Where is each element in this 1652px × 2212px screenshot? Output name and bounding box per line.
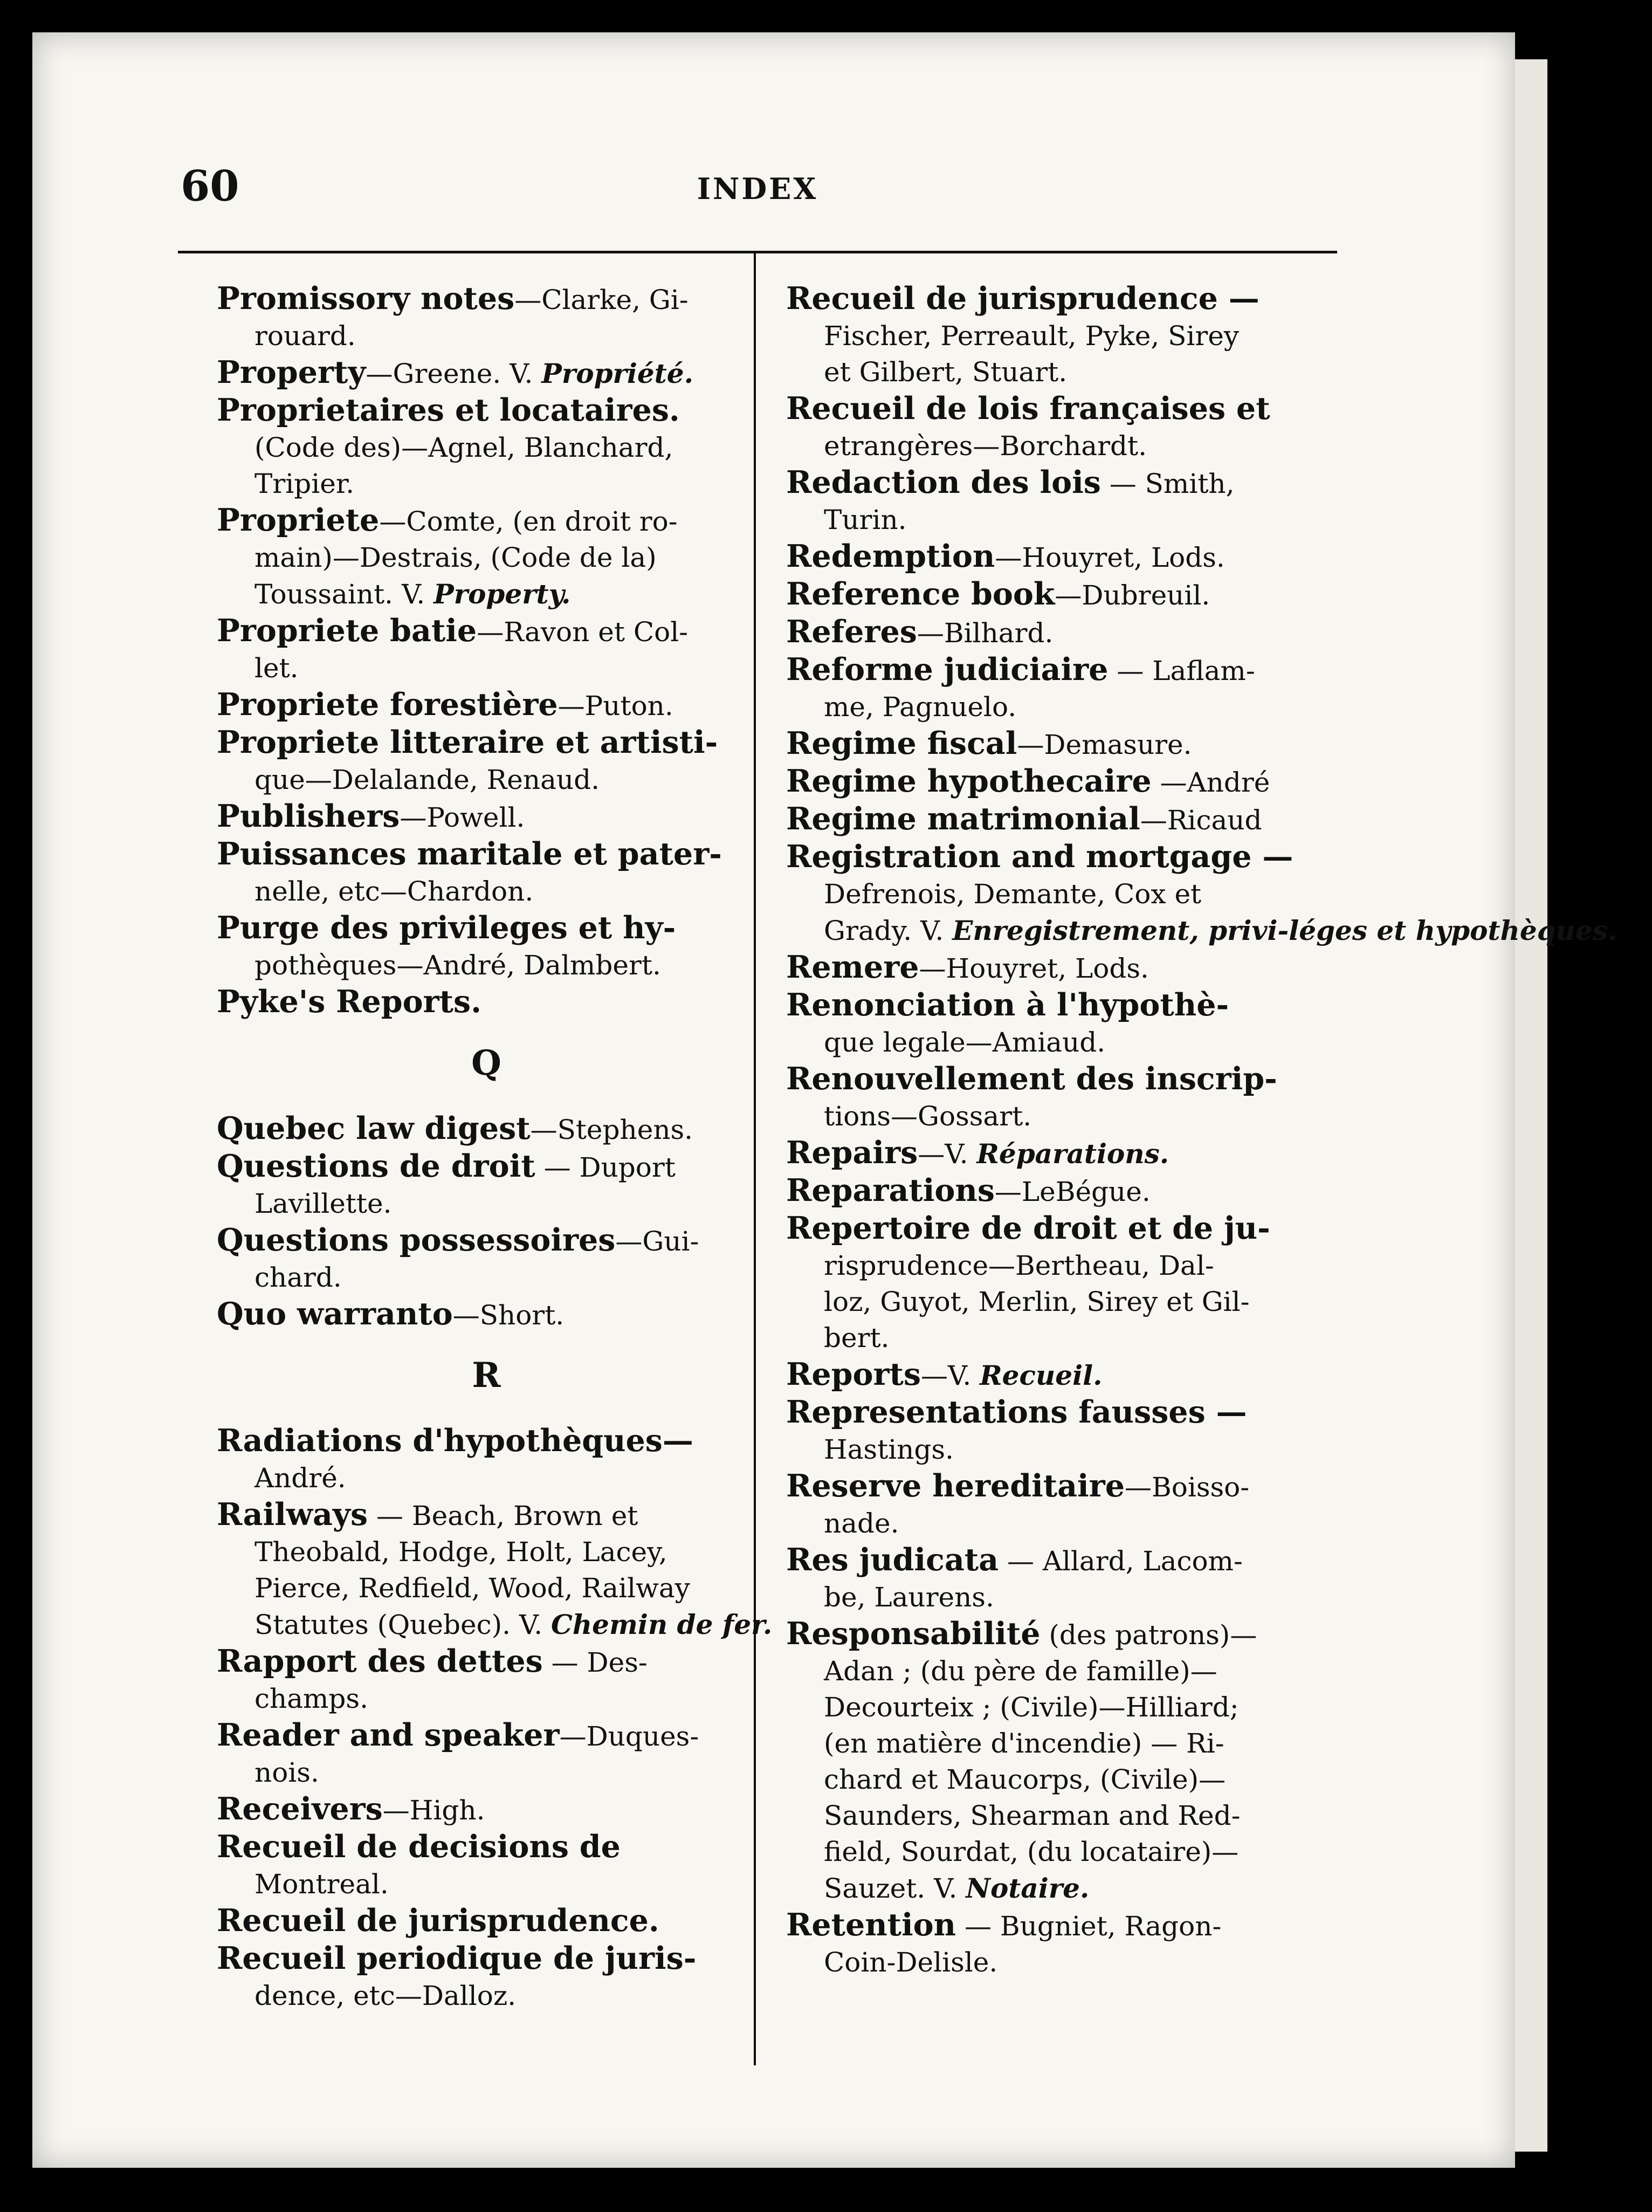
entry-term: Propriete forestière: [217, 686, 558, 723]
index-entry: [217, 1110, 756, 1148]
index-column-left: [217, 280, 773, 2014]
entry-first-line: [786, 538, 1347, 576]
index-entry: [786, 763, 1347, 801]
index-entry: [217, 910, 756, 984]
entry-first-line: [786, 651, 1347, 689]
entry-first-line: [217, 354, 756, 392]
entry-references: —Stephens.: [530, 1114, 693, 1145]
entry-first-line: [786, 801, 1347, 839]
entry-term: Recueil de jurisprudence.: [217, 1902, 659, 1939]
entry-first-line: [786, 839, 1347, 876]
entry-term: Rapport des dettes: [217, 1643, 543, 1679]
index-entry: [217, 1643, 756, 1717]
header-rule: [178, 251, 1337, 253]
entry-continuation: que—Delalande, Renaud.: [254, 764, 600, 795]
entry-references: — Des-: [542, 1647, 648, 1678]
index-entry: [786, 651, 1347, 725]
entry-continuation: rouard.: [254, 320, 356, 352]
entry-first-line: [786, 280, 1347, 318]
entry-references: —Powell.: [400, 802, 525, 833]
entry-first-line: [217, 1148, 756, 1186]
entry-first-line: [217, 1110, 756, 1148]
page-edge: [1515, 59, 1547, 2152]
entry-first-line: [217, 613, 756, 650]
entry-term: Railways: [217, 1496, 368, 1533]
entry-first-line: [786, 614, 1347, 651]
entry-term: Recueil periodique de juris-: [217, 1940, 697, 1976]
entry-term: Quebec law digest: [217, 1110, 531, 1146]
entry-term: Remere: [786, 949, 919, 985]
entry-references: —Houyret, Lods.: [919, 953, 1149, 984]
index-entry: [217, 984, 756, 1021]
entry-references: — Bugniet, Ragon-: [956, 1911, 1222, 1942]
entry-continuation: Adan ; (du père de famille)—: [824, 1655, 1217, 1687]
entry-references: —Dubreuil.: [1055, 580, 1210, 611]
entry-term: Quo warranto: [217, 1296, 453, 1332]
entry-first-line: [217, 1643, 756, 1681]
entry-term: Publishers: [217, 798, 400, 834]
entry-references: —V.: [918, 1138, 977, 1170]
entry-first-line: [217, 1222, 756, 1260]
entry-term: Regime fiscal: [786, 725, 1017, 761]
entry-references: —André: [1151, 767, 1270, 798]
index-entry: [786, 801, 1347, 839]
entry-term: Representations fausses —: [786, 1394, 1247, 1430]
entry-term: Recueil de jurisprudence —: [786, 280, 1259, 317]
entry-first-line: [217, 798, 756, 836]
entry-references: —LeBégue.: [994, 1176, 1151, 1207]
entry-continuation: Montreal.: [254, 1868, 389, 1900]
entry-term: Pyke's Reports.: [217, 984, 481, 1020]
entry-first-line: [217, 502, 756, 540]
entry-references: —Houyret, Lods.: [995, 542, 1225, 573]
index-entry: [786, 1061, 1347, 1135]
entry-first-line: [217, 910, 756, 947]
entry-continuation: dence, etc—Dalloz.: [254, 1980, 517, 2011]
entry-continuation: champs.: [254, 1683, 368, 1714]
entry-continuation: Statutes (Quebec). V. Chemin de fer.: [254, 1609, 773, 1640]
entry-continuation: field, Sourdat, (du locataire)—: [824, 1836, 1239, 1867]
entry-first-line: [786, 763, 1347, 801]
entry-term: Renouvellement des inscrip-: [786, 1061, 1277, 1097]
entry-term: Renonciation à l'hypothè-: [786, 987, 1229, 1023]
index-entry: [786, 725, 1347, 763]
see-reference: Chemin de fer.: [551, 1609, 773, 1640]
entry-term: Propriete batie: [217, 613, 477, 649]
index-entry: [786, 1468, 1347, 1542]
entry-references: — Laflam-: [1108, 655, 1255, 686]
index-entry: [786, 839, 1617, 949]
entry-references: —Gui-: [615, 1226, 699, 1257]
entry-continuation: Coin-Delisle.: [824, 1947, 998, 1978]
entry-first-line: [786, 576, 1347, 614]
entry-references: — Duport: [535, 1152, 676, 1183]
section-letter: R: [472, 1355, 501, 1396]
entry-continuation: Saunders, Shearman and Red-: [824, 1800, 1241, 1831]
index-column-right: [786, 280, 1617, 1981]
entry-first-line: [786, 1616, 1347, 1653]
index-entry: [217, 392, 756, 502]
entry-term: Promissory notes: [217, 280, 515, 317]
index-entry: [217, 280, 756, 354]
entry-term: Retention: [786, 1907, 956, 1943]
see-reference: Enregistrement, privi-léges et hypothèques.: [952, 915, 1617, 946]
entry-continuation: nelle, etc—Chardon.: [254, 876, 534, 907]
entry-term: Recueil de lois françaises et: [786, 390, 1270, 427]
entry-first-line: [786, 987, 1347, 1025]
entry-references: —Ricaud: [1140, 805, 1262, 836]
index-entry: [786, 1356, 1347, 1394]
entry-first-line: [786, 464, 1347, 502]
entry-continuation: que legale—Amiaud.: [824, 1027, 1106, 1058]
index-entry: [217, 1940, 756, 2014]
entry-term: Proprietaires et locataires.: [217, 392, 680, 428]
entry-continuation: bert.: [824, 1322, 890, 1354]
entry-first-line: [217, 1296, 756, 1334]
entry-first-line: [786, 1468, 1347, 1506]
entry-references: —Duques-: [559, 1721, 699, 1752]
see-reference: Property.: [433, 578, 571, 610]
entry-term: Regime matrimonial: [786, 801, 1140, 837]
index-entry: [786, 390, 1347, 464]
entry-continuation: nade.: [824, 1508, 899, 1539]
entry-term: Puissances maritale et pater-: [217, 836, 722, 872]
index-entry: [786, 464, 1347, 538]
entry-continuation: Fischer, Perreault, Pyke, Sirey: [824, 320, 1240, 352]
index-entry: [217, 1717, 756, 1791]
entry-continuation: loz, Guyot, Merlin, Sirey et Gil-: [824, 1286, 1250, 1317]
entry-term: Res judicata: [786, 1542, 999, 1578]
entry-term: Reserve hereditaire: [786, 1468, 1125, 1504]
entry-references: —Greene. V.: [366, 358, 542, 389]
index-entry: [786, 987, 1347, 1061]
entry-term: Reports: [786, 1356, 921, 1392]
index-entry: [217, 354, 756, 392]
entry-term: Registration and mortgage —: [786, 839, 1293, 875]
entry-references: —Demasure.: [1017, 729, 1192, 760]
index-entry: [217, 613, 756, 686]
entry-references: —Ravon et Col-: [477, 616, 689, 648]
entry-references: (des patrons)—: [1040, 1619, 1257, 1651]
index-entry: [217, 798, 756, 836]
entry-continuation: Turin.: [824, 504, 907, 535]
index-entry: [786, 1907, 1347, 1981]
index-entry: [217, 836, 756, 910]
entry-continuation: Tripier.: [254, 468, 355, 499]
index-entry: [217, 1148, 756, 1222]
entry-first-line: [217, 1940, 756, 1978]
entry-first-line: [786, 949, 1347, 987]
index-entry: [217, 1222, 756, 1296]
entry-continuation: Toussaint. V. Property.: [254, 578, 571, 610]
index-entry: [217, 686, 756, 724]
entry-references: —Short.: [452, 1300, 565, 1331]
entry-continuation: etrangères—Borchardt.: [824, 430, 1147, 462]
entry-first-line: [786, 1210, 1347, 1248]
index-entry: [217, 1829, 756, 1902]
entry-first-line: [786, 1356, 1347, 1394]
entry-continuation: nois.: [254, 1757, 319, 1788]
entry-references: — Beach, Brown et: [368, 1500, 638, 1531]
entry-continuation: Defrenois, Demante, Cox et: [824, 878, 1202, 910]
entry-term: Recueil de decisions de: [217, 1829, 621, 1865]
entry-continuation: Hastings.: [824, 1434, 954, 1465]
index-entry: [217, 1791, 756, 1829]
entry-first-line: [786, 1135, 1347, 1172]
entry-references: —Bilhard.: [917, 617, 1054, 649]
index-entry: [217, 724, 756, 798]
entry-term: Redemption: [786, 538, 995, 574]
running-head: INDEX: [697, 171, 818, 206]
page-header: [181, 162, 1334, 221]
entry-term: Receivers: [217, 1791, 383, 1827]
entry-term: Responsabilité: [786, 1616, 1041, 1652]
entry-first-line: [786, 390, 1347, 428]
entry-continuation: main)—Destrais, (Code de la): [254, 542, 657, 573]
entry-first-line: [217, 1902, 756, 1940]
page-number: 60: [181, 162, 239, 211]
entry-term: Reference book: [786, 576, 1055, 612]
entry-continuation: Pierce, Redfield, Wood, Railway: [254, 1572, 690, 1604]
entry-continuation: Lavillette.: [254, 1188, 392, 1219]
entry-continuation: (Code des)—Agnel, Blanchard,: [254, 432, 673, 463]
entry-first-line: [217, 984, 756, 1021]
entry-continuation: chard.: [254, 1262, 342, 1293]
entry-first-line: [217, 1791, 756, 1829]
entry-term: Propriete: [217, 502, 380, 538]
index-entry: [786, 1135, 1347, 1172]
entry-continuation: Theobald, Hodge, Holt, Lacey,: [254, 1536, 667, 1568]
index-entry: [786, 576, 1347, 614]
entry-term: Reader and speaker: [217, 1717, 560, 1753]
index-entry: [217, 1496, 773, 1643]
entry-term: Questions de droit: [217, 1148, 535, 1184]
entry-continuation: pothèques—André, Dalmbert.: [254, 950, 661, 981]
entry-term: Referes: [786, 614, 917, 650]
entry-first-line: [786, 1907, 1347, 1945]
entry-continuation: risprudence—Bertheau, Dal-: [824, 1250, 1214, 1281]
entry-term: Regime hypothecaire: [786, 763, 1152, 799]
index-entry: [786, 1172, 1347, 1210]
entry-first-line: [217, 1423, 756, 1460]
entry-term: Radiations d'hypothèques—: [217, 1423, 693, 1459]
index-entry: [217, 1296, 756, 1334]
entry-first-line: [217, 280, 756, 318]
entry-first-line: [217, 1717, 756, 1755]
entry-term: Purge des privileges et hy-: [217, 910, 676, 946]
entry-first-line: [217, 1829, 756, 1866]
entry-references: — Allard, Lacom-: [999, 1545, 1243, 1577]
entry-references: —Boisso-: [1124, 1472, 1250, 1503]
entry-continuation: Decourteix ; (Civile)—Hilliard;: [824, 1692, 1239, 1723]
index-entry: [217, 1423, 756, 1496]
entry-first-line: [217, 686, 756, 724]
entry-continuation: André.: [254, 1462, 346, 1494]
entry-references: —Puton.: [557, 690, 673, 722]
entry-term: Questions possessoires: [217, 1222, 616, 1258]
entry-references: —High.: [382, 1795, 485, 1826]
see-reference: Notaire.: [966, 1872, 1090, 1904]
index-entry: [786, 1542, 1347, 1616]
entry-term: Redaction des lois: [786, 464, 1101, 500]
entry-first-line: [786, 725, 1347, 763]
entry-continuation: Grady. V. Enregistrement, privi-léges et hypothèques.: [824, 915, 1617, 946]
entry-term: Reforme judiciaire: [786, 651, 1109, 688]
entry-term: Repertoire de droit et de ju-: [786, 1210, 1270, 1246]
entry-continuation: (en matière d'incendie) — Ri-: [824, 1728, 1224, 1759]
entry-continuation: let.: [254, 652, 299, 684]
see-reference: Réparations.: [976, 1138, 1169, 1170]
index-entry: [786, 949, 1347, 987]
entry-continuation: Sauzet. V. Notaire.: [824, 1872, 1090, 1904]
entry-term: Repairs: [786, 1135, 918, 1171]
entry-continuation: tions—Gossart.: [824, 1101, 1032, 1132]
entry-first-line: [217, 724, 756, 762]
entry-continuation: be, Laurens.: [824, 1582, 994, 1613]
entry-first-line: [786, 1394, 1347, 1432]
entry-references: —Comte, (en droit ro-: [379, 506, 678, 537]
see-reference: Propriété.: [541, 358, 693, 389]
entry-references: —V.: [920, 1360, 980, 1391]
entry-term: Property: [217, 354, 366, 390]
entry-continuation: me, Pagnuelo.: [824, 691, 1017, 723]
entry-first-line: [786, 1061, 1347, 1098]
index-entry: [786, 280, 1347, 390]
entry-references: — Smith,: [1100, 468, 1235, 499]
index-entry: [786, 1210, 1347, 1356]
entry-term: Propriete litteraire et artisti-: [217, 724, 718, 760]
index-entry: [786, 1616, 1347, 1907]
entry-first-line: [786, 1542, 1347, 1579]
entry-first-line: [786, 1172, 1347, 1210]
index-entry: [217, 1902, 756, 1940]
see-reference: Recueil.: [980, 1359, 1103, 1391]
entry-continuation: chard et Maucorps, (Civile)—: [824, 1764, 1226, 1795]
entry-references: —Clarke, Gi-: [514, 284, 689, 315]
entry-term: Reparations: [786, 1172, 995, 1208]
index-entry: [217, 502, 756, 613]
index-entry: [786, 538, 1347, 576]
entry-first-line: [217, 392, 756, 430]
index-entry: [786, 1394, 1347, 1468]
entry-first-line: [217, 836, 756, 874]
entry-continuation: et Gilbert, Stuart.: [824, 356, 1068, 388]
section-letter: Q: [471, 1043, 501, 1083]
index-entry: [786, 614, 1347, 651]
entry-first-line: [217, 1496, 756, 1534]
